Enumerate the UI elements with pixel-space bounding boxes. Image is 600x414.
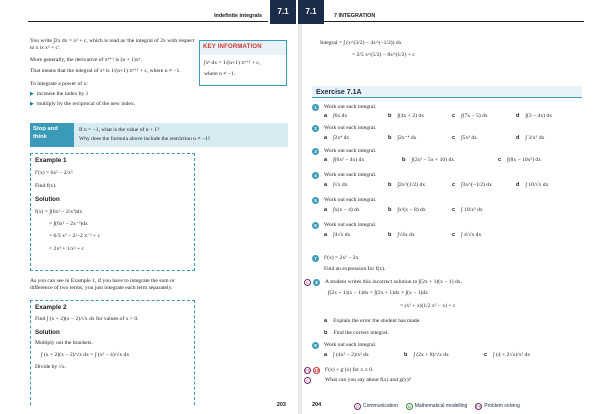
between-text — [30, 278, 200, 293]
bullet-item: ▶ increase the index by 1 — [30, 91, 89, 98]
question-number: 9 — [312, 342, 319, 349]
chapter-tab-left: 7.1 — [270, 0, 296, 24]
question-number: 5 — [312, 197, 319, 204]
modelling-icon: M — [407, 403, 411, 409]
question-1 — [312, 104, 376, 111]
example-1-step: = 6/3 x³ − 2/−2 x⁻² + c — [49, 233, 101, 240]
question-8-part-b: b Find the correct integral. — [324, 330, 389, 336]
page-number-left: 203 — [276, 401, 286, 408]
chapter-tab-right: 7.1 — [298, 0, 324, 24]
example-1-given: f′(x) = 6x² − 2/x³ — [35, 170, 73, 177]
question-text: Work out each integral. — [324, 104, 377, 110]
key-information-title: KEY INFORMATION — [200, 41, 286, 55]
question-text: Work out each integral. — [324, 342, 377, 348]
example-1-step: f(x) = ∫(6x² − 2/x³)dx — [35, 208, 83, 215]
question-part: ∫5x³ dx — [461, 135, 477, 141]
example-2-solution-label: Solution — [35, 328, 60, 336]
legend-communication: Communication — [363, 403, 398, 410]
right-page — [302, 0, 600, 414]
stop-and-think-box — [30, 123, 288, 147]
stop-and-think-content — [74, 123, 215, 147]
question-3 — [312, 148, 376, 155]
question-text: Work out each integral. — [324, 148, 377, 154]
question-9 — [312, 342, 376, 349]
example-1-step: = 2x³ + 1/x² + c — [49, 245, 85, 252]
question-5 — [312, 197, 376, 204]
question-number: 1 — [312, 104, 319, 111]
question-part: ∫3x^(−1/2) dx — [461, 182, 492, 188]
question-10 — [304, 367, 373, 374]
example-1-box — [30, 153, 195, 271]
question-10-sub: C What can you say about f(x) and g(x)? — [304, 377, 411, 384]
question-8-working: = (x² + x)(1/2 x² − x) + c — [400, 303, 456, 309]
bullet-item: ▶ multiply by the reciprocal of the new index. — [30, 100, 136, 107]
example-2-box — [30, 300, 195, 405]
working-line: = 2/5 x^(5/2) − 8x^(1/2) + c — [352, 52, 415, 59]
question-8-part-a: a Explain the error the student has made. — [324, 318, 421, 324]
question-part: ∫6x dx — [333, 113, 348, 119]
question-text: f′(x) + g′(x) for x ≥ 0. — [325, 367, 374, 373]
question-part: ∫ 10/√x dx — [525, 182, 549, 188]
example-2-step: Multiply out the brackets. — [35, 339, 93, 346]
question-part: ∫ 4/√x dx — [461, 232, 482, 238]
legend-problem-solving: Problem solving — [484, 403, 520, 410]
arrow-right-icon: ▶ — [30, 101, 34, 107]
question-number: 7 — [312, 255, 319, 262]
question-6-parts: a ∫4√x dx b ∫√4x dx c ∫ 4/√x dx — [324, 232, 482, 238]
intro-text — [30, 38, 195, 108]
question-number: 3 — [312, 148, 319, 155]
question-4-parts: a ∫√x dx b ∫2x^(1/2) dx c ∫3x^(−1/2) dx d ∫ 10/√x dx — [324, 182, 549, 188]
question-9-parts: a ∫ (4x² − 2)/x² dx b ∫ (2x + 8)/√x dx c ∫ (4 + 2√x)/x² dx — [324, 352, 531, 358]
question-part: ∫ 3/x⁵ dx — [525, 135, 545, 141]
communication-icon: C — [304, 279, 311, 286]
between-line: difference of two terms, you just integrate each term separately. — [30, 285, 173, 292]
question-5-parts: a ∫x(x − 4) dx b ∫x²(x − 8) dx c ∫ 10/x³ dx — [324, 207, 483, 213]
stop-and-think-title: Stop and think — [30, 123, 74, 147]
question-part: ∫ (4 + 2√x)/x² dx — [493, 352, 531, 358]
example-2-step: ∫ (x + 2)(x − 2)/√x dx = ∫ (x² − 4)/√x dx — [41, 351, 130, 358]
page-number-right: 204 — [312, 401, 322, 408]
intro-line: That means that the integral of xⁿ is 1/(n+1) xⁿ⁺¹ + c, where n ≠ −1. — [30, 67, 181, 74]
between-line: As you can see in Example 1, if you have to integrate the sum or — [30, 278, 175, 284]
question-3-parts: a ∫(6x² − 4x) dx b ∫(2x³ − 5x + 10) dx c ∫(8x − 10x²) dx — [324, 157, 541, 163]
question-part: ∫(4x + 2) dx — [397, 113, 425, 119]
question-text: Work out each integral. — [324, 172, 377, 178]
question-part: ∫ 10/x³ dx — [461, 207, 483, 213]
question-text: f′(x) = 2x² − 2x — [324, 255, 359, 261]
question-number: 8 — [313, 279, 320, 286]
question-text: A student writes this incorrect solution to ∫(2x + 1)(x − 1) dx. — [325, 279, 462, 285]
key-information-box — [199, 40, 287, 86]
question-part: ∫√4x dx — [397, 232, 415, 238]
left-running-header: Indefinite integrals — [28, 10, 268, 22]
exercise-title: Exercise 7.1A — [312, 86, 582, 98]
right-running-header: 7 INTEGRATION — [324, 10, 584, 22]
example-1-solution-label: Solution — [35, 195, 60, 203]
example-2-given: Find ∫ (x + 2)(x − 2)/√x dx for values of x > 0. — [35, 316, 139, 323]
question-2-parts: a ∫2x⁴ dx b ∫2x⁻⁴ dx c ∫5x³ dx d ∫ 3/x⁵ dx — [324, 135, 545, 141]
continued-working — [320, 40, 415, 60]
question-4 — [312, 172, 376, 179]
question-part: ∫x²(x − 8) dx — [397, 207, 426, 213]
question-part: ∫(8x − 10x²) dx — [507, 157, 541, 163]
question-part: ∫(7x − 5) dx — [461, 113, 488, 119]
question-7-sub: Find an expression for f(x). — [324, 266, 386, 272]
question-part: ∫(2x³ − 5x + 10) dx — [411, 157, 455, 163]
problem-solving-icon: PS — [476, 403, 482, 409]
question-number: 2 — [312, 125, 319, 132]
question-part: ∫4√x dx — [333, 232, 351, 238]
legend — [354, 403, 520, 410]
question-1-parts: a ∫6x dx b ∫(4x + 2) dx c ∫(7x − 5) dx d ∫(3 − 4x) dx — [324, 113, 553, 119]
legend-modelling: Mathematical modelling — [414, 403, 468, 410]
left-page — [0, 0, 298, 414]
question-part: ∫√x dx — [333, 182, 348, 188]
question-text: Work out each integral. — [324, 125, 377, 131]
question-text: Work out each integral. — [324, 222, 377, 228]
key-information-condition: where n ≠ −1. — [204, 71, 236, 78]
example-1-step: = ∫(6x² − 2x⁻³)dx — [49, 221, 88, 228]
intro-line: More generally, the derivative of xⁿ⁺¹ is (n + 1)xⁿ. — [30, 56, 142, 63]
question-part: ∫2x⁻⁴ dx — [397, 135, 417, 141]
question-part: ∫(3 − 4x) dx — [525, 113, 553, 119]
question-part: ∫(6x² − 4x) dx — [333, 157, 365, 163]
question-part: ∫ (4x² − 2)/x² dx — [333, 352, 369, 358]
question-number: 10 — [313, 367, 320, 373]
question-part: ∫2x^(1/2) dx — [397, 182, 426, 188]
example-1-title: Example 1 — [35, 157, 67, 164]
example-2-step: Divide by √x. — [35, 364, 66, 371]
question-text: Work out each integral. — [324, 197, 377, 203]
question-2 — [312, 125, 376, 132]
communication-icon: C — [354, 403, 361, 410]
communication-icon: C — [304, 377, 311, 384]
question-number: 6 — [312, 222, 319, 229]
intro-line: To integrate a power of x: — [30, 81, 88, 88]
question-8 — [304, 279, 462, 286]
question-7 — [312, 255, 358, 262]
example-2-title: Example 2 — [35, 304, 67, 311]
question-part: ∫x(x − 4) dx — [333, 207, 360, 213]
stop-and-think-line: Why does the formula above include the restriction n ≠ −1? — [79, 135, 211, 142]
working-line: Integral = ∫ (x^(3/2) − 4x^(−1/2)) dx — [320, 40, 402, 46]
example-1-task: Find f(x). — [35, 182, 57, 189]
question-part: ∫ (2x + 8)/√x dx — [413, 352, 449, 358]
question-6 — [312, 222, 376, 229]
question-part: ∫2x⁴ dx — [333, 135, 350, 141]
arrow-right-icon: ▶ — [30, 92, 34, 98]
stop-and-think-line: If n = −1, what is the value of n + 1? — [79, 127, 160, 133]
key-information-formula: ∫xⁿ dx = 1/(n+1) xⁿ⁺¹ + c, — [204, 59, 261, 66]
question-8-working: ∫(2x + 1)(x − 1)dx = ∫(2x + 1)dx × ∫(x − 1)dx — [328, 290, 428, 296]
intro-line: You write ∫2x dx = x² + c, which is read as 'the integral of 2x with respect to x is x² + c'. — [30, 38, 195, 52]
question-number: 4 — [312, 172, 319, 179]
problem-solving-icon: PS — [304, 368, 311, 374]
